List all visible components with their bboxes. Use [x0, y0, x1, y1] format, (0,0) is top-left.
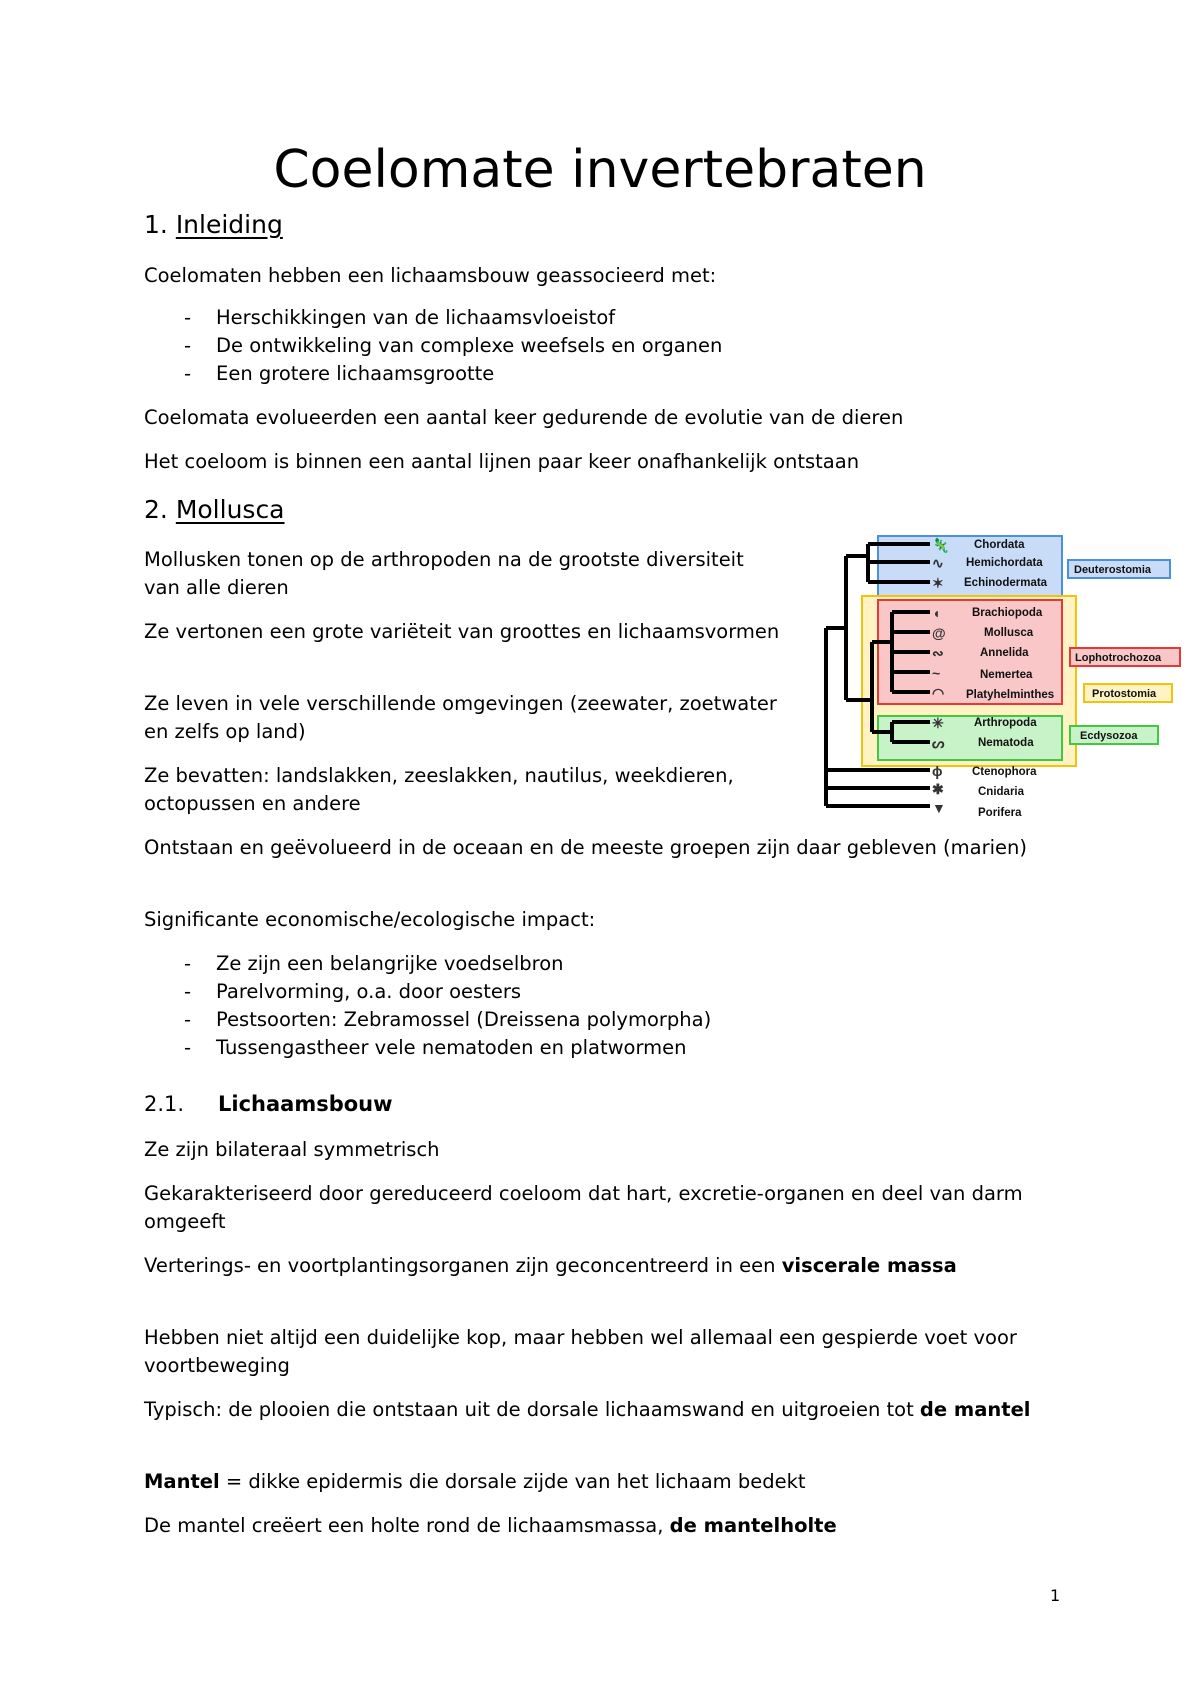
section-1-bullet-list	[144, 304, 722, 388]
lizard-icon: 🦎	[932, 537, 950, 553]
sponge-icon: ▼	[932, 800, 946, 816]
group-label-ecdysozoa: Ecdysozoa	[1080, 730, 1138, 742]
term-viscerale-massa: viscerale massa	[781, 1254, 957, 1277]
section-1-number: 1.	[144, 210, 168, 239]
shell-icon: ◖	[932, 605, 941, 621]
taxon-label: Nemertea	[980, 669, 1033, 681]
cnidarian-icon: ✱	[932, 781, 944, 797]
flatworm-icon: ◠	[932, 685, 945, 701]
taxon-label: Chordata	[974, 539, 1025, 551]
taxon-label: Cnidaria	[978, 786, 1025, 798]
section-2-1-paragraph	[144, 1468, 1074, 1496]
section-1-title: Inleiding	[175, 210, 283, 239]
section-2-paragraph: Ze bevatten: landslakken, zeeslakken, nautilus, weekdieren, octopussen en andere	[144, 764, 734, 815]
list-item: - Pestsoorten: Zebramossel (Dreissena polymorpha)	[144, 1006, 711, 1034]
taxon-label: Nematoda	[978, 737, 1034, 749]
list-item: - Ze zijn een belangrijke voedselbron	[144, 950, 711, 978]
list-item: - Parelvorming, o.a. door oesters	[144, 978, 711, 1006]
section-2-1-paragraph	[144, 1396, 1074, 1424]
section-2-1-paragraph: Gekarakteriseerd door gereduceerd coeloom dat hart, excretie-organen en deel van darm omgeeft	[144, 1182, 1023, 1233]
taxon-label: Porifera	[978, 807, 1022, 819]
section-2-1-number: 2.1.	[144, 1092, 185, 1116]
worm-icon: ∿	[932, 555, 944, 571]
insect-icon: ✳	[932, 715, 944, 731]
comb-jelly-icon: ϕ	[932, 763, 943, 779]
group-label-protostomia: Protostomia	[1092, 688, 1157, 700]
section-2-1-title: Lichaamsbouw	[218, 1092, 393, 1116]
ribbon-worm-icon: ~	[932, 665, 941, 681]
section-1-heading	[144, 210, 283, 240]
term-de-mantel: de mantel	[919, 1398, 1031, 1421]
term-mantel: Mantel	[144, 1470, 220, 1493]
section-1-intro: Coelomaten hebben een lichaamsbouw geassocieerd met:	[144, 264, 717, 287]
snail-icon: @	[932, 625, 946, 641]
section-2-1-paragraph	[144, 1252, 1074, 1280]
phylogeny-figure	[822, 532, 1182, 832]
group-label-deuterostomia: Deuterostomia	[1074, 564, 1152, 576]
section-2-impact-list	[144, 950, 711, 1062]
taxon-label: Hemichordata	[966, 557, 1043, 569]
paragraph-text: De mantel creëert een holte rond de lichaamsmassa,	[144, 1514, 670, 1537]
page-number: 1	[1050, 1586, 1061, 1605]
section-2-paragraph: Ze vertonen een grote variëteit van groottes en lichaamsvormen	[144, 620, 780, 643]
taxon-label: Echinodermata	[964, 577, 1048, 589]
section-2-1-paragraph: Ze zijn bilateraal symmetrisch	[144, 1138, 440, 1161]
section-2-paragraph: Ze leven in vele verschillende omgevingen (zeewater, zoetwater en zelfs op land)	[144, 692, 777, 743]
document-title: Coelomate invertebraten	[273, 140, 927, 200]
list-item: - De ontwikkeling van complexe weefsels en organen	[144, 332, 722, 360]
list-item: - Een grotere lichaamsgrootte	[144, 360, 722, 388]
section-2-1-paragraph: Hebben niet altijd een duidelijke kop, maar hebben wel allemaal een gespierde voet voor voortbeweging	[144, 1326, 1017, 1377]
taxon-label: Ctenophora	[972, 766, 1037, 778]
section-2-paragraph: Ontstaan en geëvolueerd in de oceaan en de meeste groepen zijn daar gebleven (marien)	[144, 836, 1027, 859]
section-2-number: 2.	[144, 495, 168, 524]
taxon-label: Annelida	[980, 647, 1029, 659]
section-2-1-paragraph	[144, 1512, 1074, 1540]
section-1-paragraph: Coelomata evolueerden een aantal keer gedurende de evolutie van de dieren	[144, 406, 904, 429]
taxon-label: Platyhelminthes	[966, 689, 1055, 701]
starfish-icon: ✶	[932, 575, 944, 591]
section-2-heading	[144, 495, 285, 525]
section-1-paragraph: Het coeloom is binnen een aantal lijnen paar keer onafhankelijk ontstaan	[144, 450, 860, 473]
group-label-lophotrochozoa: Lophotrochozoa	[1075, 652, 1162, 664]
taxon-label: Mollusca	[984, 627, 1034, 639]
section-2-title: Mollusca	[175, 495, 285, 524]
paragraph-text: = dikke epidermis die dorsale zijde van het lichaam bedekt	[219, 1470, 806, 1493]
annelid-icon: ∾	[932, 645, 944, 661]
list-item: - Herschikkingen van de lichaamsvloeistof	[144, 304, 722, 332]
section-2-paragraph: Mollusken tonen op de arthropoden na de grootste diversiteit van alle dieren	[144, 548, 744, 599]
nematode-icon: ᔕ	[932, 735, 945, 751]
taxon-label: Arthropoda	[974, 717, 1037, 729]
paragraph-text: Verterings- en voortplantingsorganen zijn geconcentreerd in een	[144, 1254, 782, 1277]
term-mantelholte: de mantelholte	[669, 1514, 837, 1537]
list-item: - Tussengastheer vele nematoden en platwormen	[144, 1034, 711, 1062]
taxon-label: Brachiopoda	[972, 607, 1043, 619]
section-2-impact-intro: Significante economische/ecologische impact:	[144, 908, 596, 931]
section-2-1-heading	[144, 1090, 393, 1118]
paragraph-text: Typisch: de plooien die ontstaan uit de dorsale lichaamswand en uitgroeien tot	[144, 1398, 920, 1421]
